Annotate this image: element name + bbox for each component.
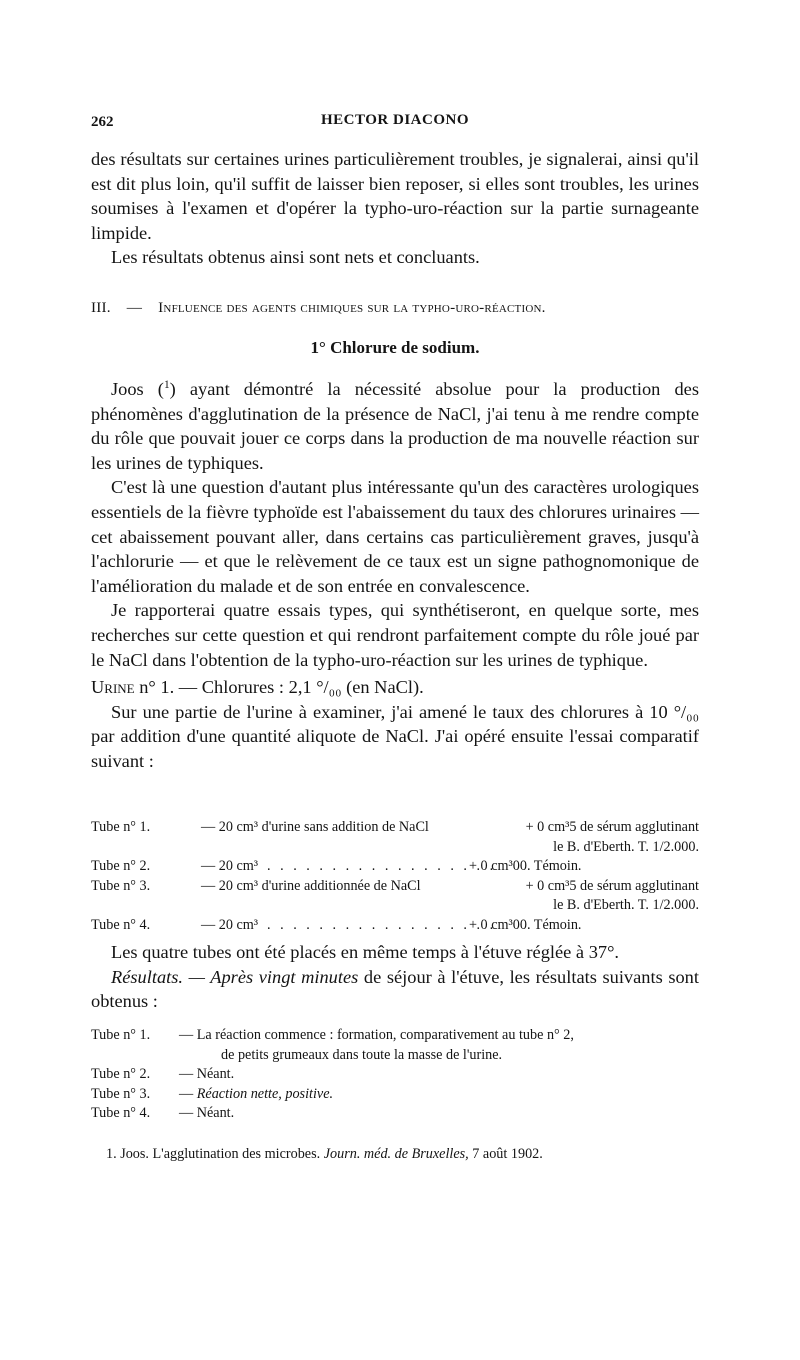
- paragraph: [91, 965, 699, 1014]
- footnote-ref: 1: [163, 378, 170, 391]
- tube-serum: + 0 cm³00. Témoin.: [469, 916, 582, 933]
- section-number: III.: [91, 299, 111, 316]
- urine-desc: — Chlorures : 2,1 °/₀₀ (en NaCl).: [178, 677, 424, 698]
- result-row: [91, 1104, 699, 1124]
- leader-dots: . . . . . . . . . . . . . . . . . .: [267, 916, 497, 933]
- page-header: [91, 112, 699, 136]
- tube-label: Tube n° 1.: [91, 819, 151, 835]
- paragraph: Sur une partie de l'urine à examiner, j'ai amené le taux des chlorures à 10 °/₀₀ par addition d'une quantité aliquote de NaCl. J'ai opéré ensuite l'essai comparatif suivant :: [91, 701, 699, 771]
- p1-start: Joos (: [111, 379, 164, 399]
- paragraph: Je rapporterai quatre essais types, qui synthétiseront, en quelque sorte, mes recherches sur cette question et qui rendront parfaitement compte du rôle joué par le NaCl dans l'obtention de la typho-uro-réaction sur les urines de typhique.: [91, 600, 699, 670]
- result-row: [91, 1065, 699, 1085]
- tube-row: [91, 818, 699, 838]
- tube-row-cont: [91, 896, 699, 916]
- paragraph: Les quatre tubes ont été placés en même temps à l'étuve réglée à 37°.: [111, 942, 620, 962]
- tube-row: [91, 877, 699, 897]
- result-text: [179, 1085, 333, 1105]
- paragraph: des résultats sur certaines urines particulièrement troubles, je signalerai, ainsi qu'il est dit plus loin, qu'il suffit de laisser bien reposer, si elles sont troubles, les urines soumises à l'examen et d'opérer la typho-uro-réaction sur la partie surnageante limpide.: [91, 149, 699, 243]
- footnote-number: 1.: [106, 1146, 117, 1162]
- subsection-title: 1° Chlorure de sodium.: [310, 338, 480, 357]
- tube-serum: + 0 cm³5 de sérum agglutinant: [525, 819, 699, 835]
- tube-row: [91, 857, 699, 877]
- paragraph: C'est là une question d'autant plus intéressante qu'un des caractères urologiques essentiels de la fièvre typhoïde est l'abaissement du taux des chlorures urinaires — cet abaissement pouvant aller, dans certains cas particulièrement graves, jusqu'à l'achlorurie — et que le relèvement de ce taux est un signe pathognomonique de l'amélioration du malade et de son entrée en convalescence.: [91, 477, 699, 596]
- result-row: [91, 1085, 699, 1105]
- result-label: Tube n° 1.: [91, 1027, 151, 1043]
- tube-desc: — 20 cm³: [201, 858, 259, 875]
- results-rest: de séjour à l'étuve, les résultats suivants sont obtenus :: [91, 966, 699, 1012]
- results-table: [91, 1026, 699, 1124]
- result-label: Tube n° 4.: [91, 1105, 151, 1122]
- tube-serum-line2: le B. d'Eberth. T. 1/2.000.: [553, 838, 699, 855]
- tube-serum: + 0 cm³00. Témoin.: [469, 858, 582, 875]
- result-row: [91, 1026, 699, 1046]
- result-text: — La réaction commence : formation, comparativement au tube n° 2,: [179, 1027, 574, 1043]
- running-title: HECTOR DIACONO: [321, 112, 469, 128]
- leader-dots: . . . . . . . . . . . . . . . . . .: [267, 858, 497, 875]
- results-label: Résultats.: [111, 966, 184, 987]
- p1-rest: ) ayant démontré la nécessité absolue pour la production des phénomènes d'agglutination de la présence de NaCl, j'ai tenu à me rendre compte du rôle que pouvait jouer ce corps dans la production de ma nouvelle réaction sur les urines de typhiques.: [91, 379, 699, 473]
- urine-number: n° 1.: [139, 677, 175, 698]
- section-heading: [91, 299, 699, 317]
- tubes-table: [91, 818, 699, 936]
- paragraph: [91, 377, 699, 475]
- paragraph: Les résultats obtenus ainsi sont nets et concluants.: [111, 247, 480, 268]
- result-row-cont: [91, 1046, 699, 1066]
- result-text: — Néant.: [179, 1066, 235, 1083]
- result-line2: de petits grumeaux dans toute la masse de l'urine.: [221, 1046, 503, 1063]
- footnote-date: 7 août 1902.: [472, 1146, 543, 1162]
- section-title: Influence des agents chimiques sur la typho-uro-réaction.: [158, 299, 546, 316]
- tube-row: [91, 916, 699, 936]
- urine-label: Urine: [91, 677, 135, 698]
- tube-label: Tube n° 3.: [91, 877, 151, 894]
- tube-desc: — 20 cm³: [201, 916, 259, 933]
- tube-desc: — 20 cm³ d'urine sans addition de NaCl: [201, 819, 429, 835]
- tube-desc: — 20 cm³ d'urine additionnée de NaCl: [201, 877, 421, 894]
- tube-row-cont: [91, 838, 699, 858]
- tube-label: Tube n° 2.: [91, 858, 151, 875]
- result-label: Tube n° 3.: [91, 1085, 151, 1102]
- chlorure-body: [91, 377, 699, 774]
- page-number: 262: [91, 114, 114, 130]
- section-dash: —: [126, 299, 143, 316]
- tube-label: Tube n° 4.: [91, 916, 151, 933]
- footnote-text: Joos. L'agglutination des microbes.: [120, 1146, 321, 1162]
- tube-serum-line2: le B. d'Eberth. T. 1/2.000.: [553, 897, 699, 914]
- result-text: — Néant.: [179, 1105, 235, 1122]
- tube-serum: + 0 cm³5 de sérum agglutinant: [525, 877, 699, 894]
- results-italic: — Après vingt minutes: [188, 966, 359, 987]
- result-italic: Réaction nette, positive.: [196, 1085, 334, 1102]
- result-label: Tube n° 2.: [91, 1066, 151, 1083]
- results-intro: [91, 940, 699, 1014]
- intro-block: [91, 147, 699, 270]
- footnote-journal: Journ. méd. de Bruxelles,: [323, 1146, 469, 1162]
- urine-heading: [91, 675, 699, 700]
- result-dash: —: [179, 1085, 194, 1102]
- footnote: [91, 1146, 699, 1163]
